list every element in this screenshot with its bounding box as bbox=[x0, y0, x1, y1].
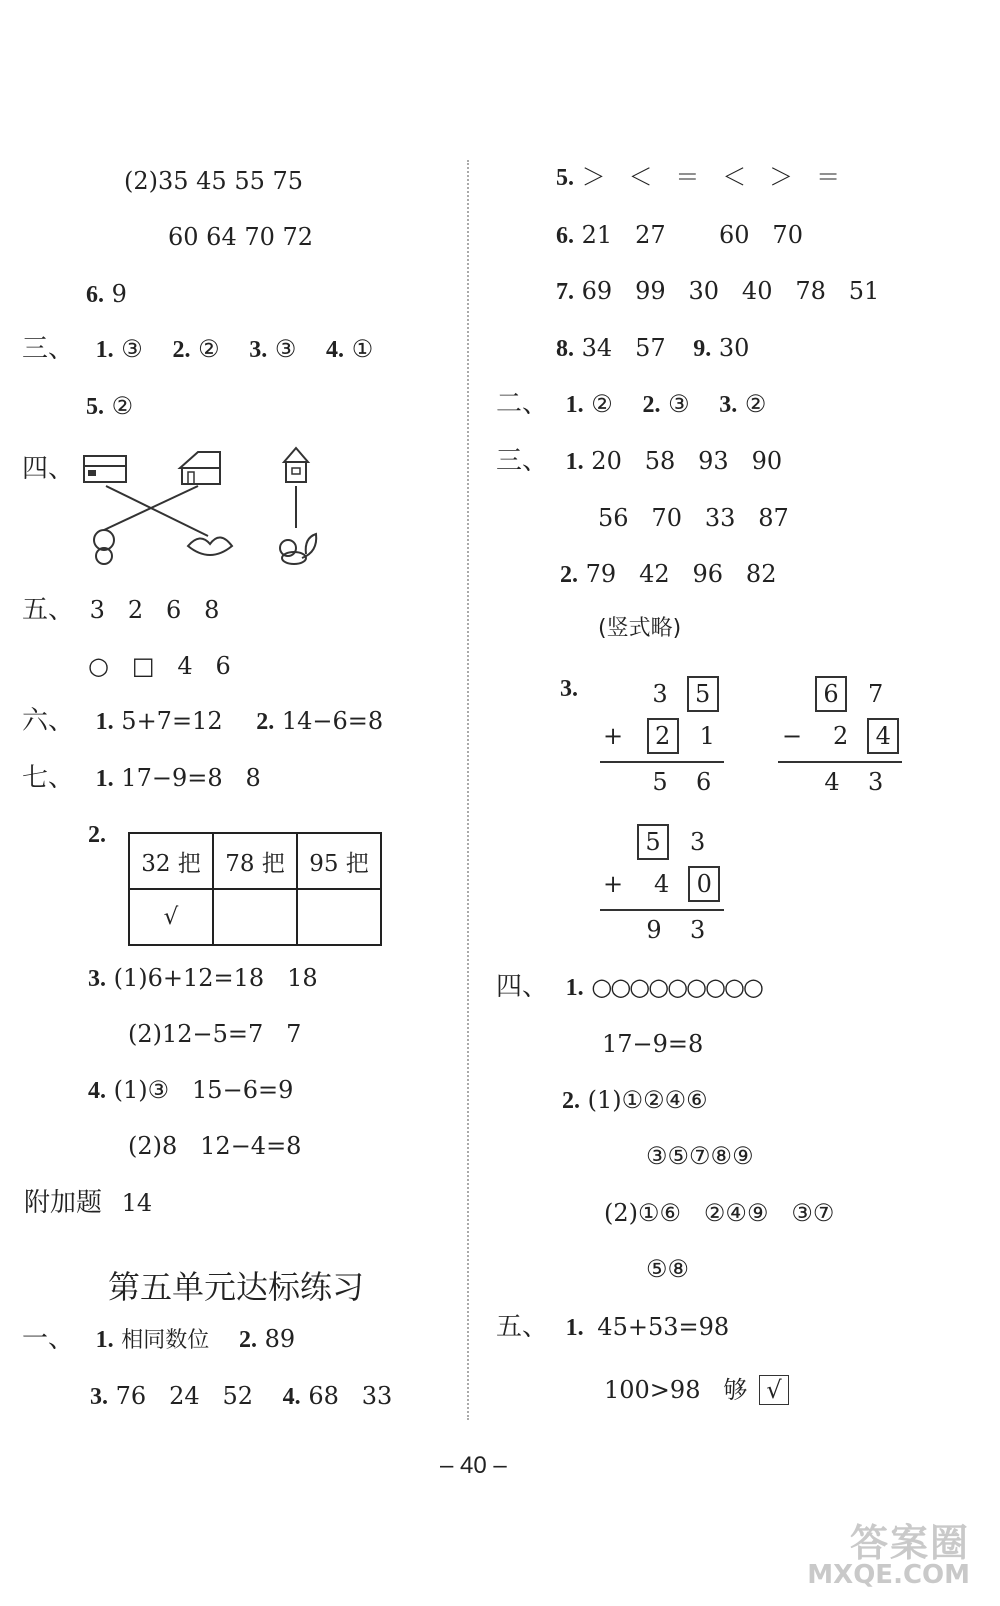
answer-box: 4 bbox=[867, 718, 899, 754]
answer-line bbox=[86, 279, 127, 310]
answer-line bbox=[562, 1085, 708, 1116]
question-number: 4. bbox=[88, 1078, 106, 1104]
question-number: 3. bbox=[249, 337, 268, 363]
section-five bbox=[22, 595, 219, 625]
answer-value: 76 24 52 bbox=[115, 1382, 254, 1410]
answer-line: (2)8 12−4=8 bbox=[128, 1132, 302, 1160]
question-number: 7. bbox=[556, 279, 574, 305]
column-divider bbox=[467, 160, 469, 1420]
answer-value: 79 42 96 82 bbox=[585, 560, 777, 588]
answer-value: 69 99 30 40 78 51 bbox=[581, 277, 880, 305]
digit: 3 bbox=[652, 680, 668, 708]
table-header-cell: 32 把 bbox=[129, 833, 213, 889]
answer-value: ② bbox=[198, 335, 220, 363]
question-number: 1. bbox=[565, 975, 584, 1001]
answer-line bbox=[604, 1375, 789, 1405]
question-number: 2. bbox=[562, 1088, 580, 1114]
section-label: 五、 bbox=[22, 595, 75, 625]
answer-box: 6 bbox=[815, 676, 847, 712]
house-icon bbox=[180, 452, 220, 484]
question-number: 2. bbox=[238, 1327, 257, 1353]
section-label: 附加题 bbox=[24, 1188, 103, 1218]
table-header-cell: 95 把 bbox=[297, 833, 381, 889]
answer-value: ③ bbox=[668, 390, 690, 418]
unit-title: 第五单元达标练习 bbox=[108, 1268, 365, 1306]
answer-value: ① bbox=[351, 335, 374, 363]
answer-value: ＞ ＜ ＝ ＜ ＞ ＝ bbox=[581, 163, 841, 191]
section-three-right bbox=[496, 446, 782, 477]
answer-value: (1)①②④⑥ bbox=[587, 1086, 708, 1114]
operator: + bbox=[603, 722, 624, 750]
digit: 4 bbox=[824, 768, 840, 796]
section-label: 五、 bbox=[496, 1312, 549, 1342]
answer-value: 相同数位 bbox=[121, 1328, 210, 1353]
squirrel-icon bbox=[280, 534, 316, 564]
table-header-cell: 78 把 bbox=[213, 833, 297, 889]
question-number: 1. bbox=[95, 709, 114, 735]
operator: + bbox=[603, 870, 624, 898]
answer-line bbox=[88, 963, 318, 994]
answer-value: 30 bbox=[718, 334, 750, 362]
section-label: 三、 bbox=[22, 334, 75, 364]
watermark-logo: 答案圈 bbox=[849, 1521, 970, 1565]
question-number: 3. bbox=[90, 1384, 108, 1410]
answer-box: 2 bbox=[647, 718, 679, 754]
bird-icon bbox=[188, 537, 232, 555]
vertical-calc-3-mid bbox=[603, 866, 720, 902]
digit: 5 bbox=[652, 768, 668, 796]
question-number: 3. bbox=[560, 676, 578, 702]
vertical-calc-3-result bbox=[639, 915, 713, 945]
table-cell bbox=[297, 889, 381, 945]
answer-line bbox=[556, 333, 749, 364]
answer-value: 9 bbox=[111, 280, 127, 308]
calc-line bbox=[600, 909, 724, 911]
question-number: 2. bbox=[560, 562, 578, 588]
answer-value: 100>98 够 bbox=[604, 1376, 748, 1404]
answer-value: 34 57 bbox=[581, 334, 666, 362]
section-two bbox=[496, 389, 766, 420]
answer-value: ② bbox=[744, 390, 767, 418]
answer-line: 17−9=8 bbox=[602, 1030, 704, 1058]
question-number: 5. bbox=[86, 394, 104, 420]
digit: 7 bbox=[868, 680, 884, 708]
calc-line bbox=[600, 761, 724, 763]
section-label: 六、 bbox=[22, 706, 75, 736]
vertical-calc-2-result bbox=[817, 767, 891, 797]
answer-line bbox=[90, 1381, 392, 1412]
digit: 1 bbox=[699, 722, 715, 750]
digit: 6 bbox=[696, 768, 712, 796]
answer-line bbox=[556, 276, 879, 307]
answer-value: 3 2 6 8 bbox=[89, 596, 220, 624]
question-number: 1. bbox=[565, 1315, 584, 1341]
answer-value: ③ bbox=[121, 335, 143, 363]
answer-value: 89 bbox=[264, 1325, 296, 1353]
question-number: 9. bbox=[693, 336, 712, 362]
answer-line: (2)12−5=7 7 bbox=[128, 1020, 302, 1048]
section-label: 三、 bbox=[496, 446, 549, 476]
digit: 3 bbox=[690, 916, 706, 944]
section-five-right bbox=[496, 1312, 729, 1343]
answer-value: (1)6+12=18 18 bbox=[113, 964, 318, 992]
answer-value: ② bbox=[591, 390, 613, 418]
answer-value: ② bbox=[111, 392, 134, 420]
answer-value: 14 bbox=[121, 1189, 153, 1217]
answer-line: ⑤⑧ bbox=[646, 1255, 690, 1283]
section-six bbox=[22, 706, 383, 737]
question-number: 1. bbox=[565, 449, 584, 475]
answer-value: 20 58 93 90 bbox=[591, 447, 783, 475]
question-number: 1. bbox=[95, 337, 114, 363]
digit: 3 bbox=[868, 768, 884, 796]
match-line bbox=[106, 486, 208, 536]
question-number: 1. bbox=[95, 1327, 114, 1353]
question-number: 3. bbox=[88, 966, 106, 992]
calc-line bbox=[778, 761, 902, 763]
question-number: 5. bbox=[556, 165, 574, 191]
section-label: 二、 bbox=[496, 389, 549, 419]
answer-line bbox=[556, 220, 803, 251]
page-number: – 40 – bbox=[440, 1452, 507, 1479]
question-number: 6. bbox=[86, 282, 104, 308]
answer-box: 5 bbox=[687, 676, 719, 712]
answer-value: ③ bbox=[274, 335, 297, 363]
answer-value: 14−6=8 bbox=[281, 707, 384, 735]
answer-value: (1)③ 15−6=9 bbox=[113, 1076, 294, 1104]
vertical-calc-2-mid bbox=[782, 718, 899, 754]
answer-value: 45+53=98 bbox=[597, 1313, 730, 1341]
answer-value: 68 33 bbox=[308, 1382, 393, 1410]
question-number: 1. bbox=[565, 392, 584, 418]
answer-line bbox=[86, 391, 133, 422]
answer-line: (2)①⑥ ②④⑨ ③⑦ bbox=[604, 1199, 835, 1227]
choice-table bbox=[128, 832, 382, 946]
vertical-calc-1-mid bbox=[603, 718, 722, 754]
vertical-calc-1-result bbox=[645, 767, 719, 797]
section-seven bbox=[22, 763, 261, 794]
bear-icon bbox=[94, 530, 114, 564]
matching-diagram bbox=[80, 440, 340, 575]
answer-value: 5+7=12 bbox=[121, 707, 223, 735]
answer-line: ○ □ 4 6 bbox=[88, 652, 231, 680]
section-label: 一、 bbox=[22, 1324, 75, 1354]
answer-line: ③⑤⑦⑧⑨ bbox=[646, 1142, 754, 1170]
question-number: 8. bbox=[556, 336, 574, 362]
question-number: 4. bbox=[326, 337, 345, 363]
question-number: 2. bbox=[88, 822, 106, 848]
digit: 9 bbox=[646, 916, 662, 944]
answer-line bbox=[560, 559, 776, 590]
question-number: 2. bbox=[642, 392, 661, 418]
check-box: √ bbox=[759, 1375, 789, 1405]
tall-house-icon bbox=[284, 448, 308, 482]
operator: − bbox=[782, 722, 803, 750]
digit: 2 bbox=[833, 722, 849, 750]
watermark-url: MXQE.COM bbox=[807, 1560, 970, 1590]
question-number: 1. bbox=[95, 766, 114, 792]
answer-box: 5 bbox=[637, 824, 669, 860]
question-number: 3. bbox=[719, 392, 738, 418]
answer-line: (2)35 45 55 75 bbox=[124, 167, 304, 195]
answer-box: 0 bbox=[688, 866, 720, 902]
bonus-question bbox=[24, 1188, 152, 1218]
vertical-calc-2-top bbox=[815, 676, 891, 712]
answer-line bbox=[88, 1075, 293, 1106]
check-mark-cell: √ bbox=[129, 889, 213, 945]
building-icon bbox=[84, 456, 126, 482]
answer-line: 60 64 70 72 bbox=[168, 223, 314, 251]
answer-line: 56 70 33 87 bbox=[598, 504, 789, 532]
section-three bbox=[22, 334, 373, 365]
section-label: 四、 bbox=[22, 454, 75, 484]
answer-value: 21 27 60 70 bbox=[581, 221, 803, 249]
vertical-calc-3-top bbox=[637, 824, 713, 860]
section-one bbox=[22, 1324, 295, 1356]
section-label: 七、 bbox=[22, 763, 75, 793]
question-number: 2. bbox=[256, 709, 275, 735]
vertical-calc-1-top bbox=[645, 676, 719, 712]
answer-line bbox=[556, 162, 840, 193]
answer-value: 17−9=8 8 bbox=[121, 764, 261, 792]
question-number: 4. bbox=[282, 1384, 301, 1410]
digit: 4 bbox=[654, 870, 670, 898]
section-four-right bbox=[496, 972, 762, 1003]
question-number: 6. bbox=[556, 223, 574, 249]
note-text: (竖式略) bbox=[598, 616, 682, 641]
table-cell bbox=[213, 889, 297, 945]
circles-answer: ○○○○○○○○○ bbox=[591, 973, 762, 1001]
digit: 3 bbox=[690, 828, 706, 856]
question-number: 2. bbox=[172, 337, 191, 363]
section-label: 四、 bbox=[496, 972, 549, 1002]
